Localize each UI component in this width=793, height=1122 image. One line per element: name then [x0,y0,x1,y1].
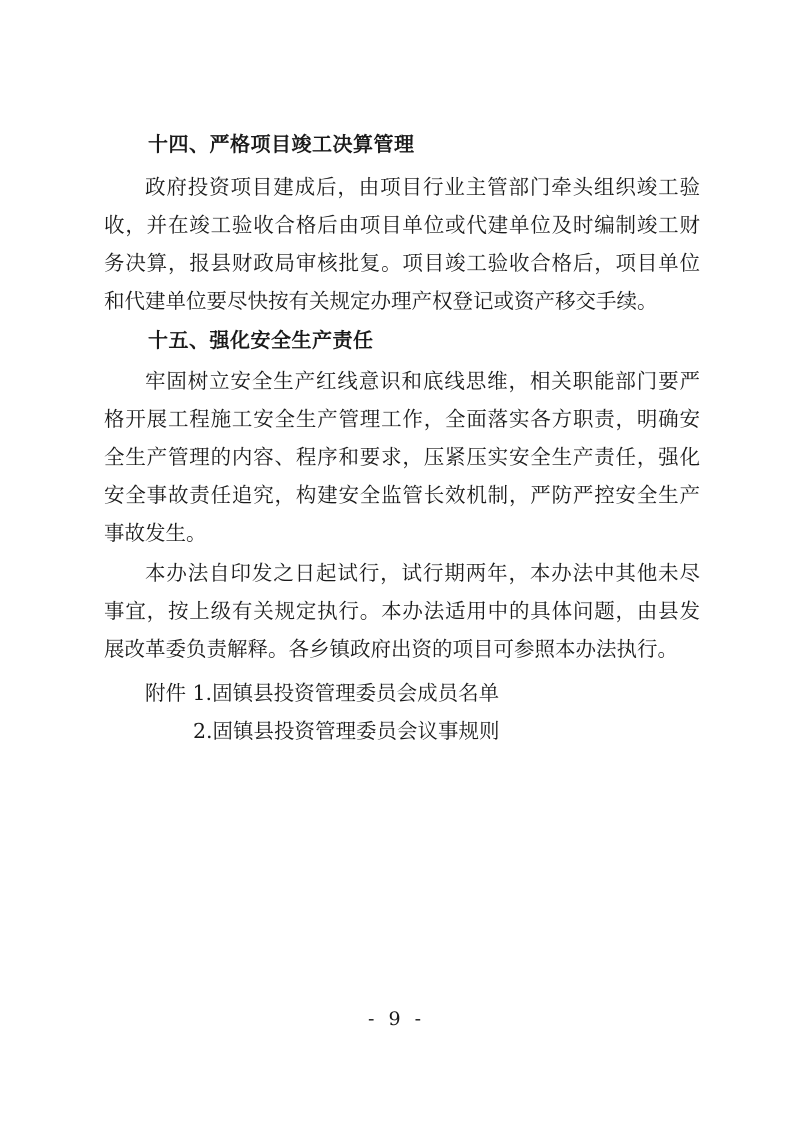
closing-line-1: 本办法自印发之日起试行，试行期两年，本办法中其他未尽 [145,561,700,585]
section-15-heading: 十五、强化安全生产责任 [148,328,374,352]
section-15-line-1: 牢固树立安全生产红线意识和底线思维，相关职能部门要严 [145,369,700,393]
attachment-item-1: 附件 1.固镇县投资管理委员会成员名单 [145,681,500,705]
page-number: - 9 - [367,1008,425,1030]
section-14-line-3: 务决算，报县财政局审核批复。项目竣工验收合格后，项目单位 [104,251,700,275]
section-14-heading: 十四、严格项目竣工决算管理 [148,132,415,156]
section-14-line-2: 收，并在竣工验收合格后由项目单位或代建单位及时编制竣工财 [104,213,700,237]
closing-line-3: 展改革委负责解释。各乡镇政府出资的项目可参照本办法执行。 [104,637,678,661]
section-15-line-3: 全生产管理的内容、程序和要求，压紧压实安全生产责任，强化 [104,445,700,469]
section-14-line-4: 和代建单位要尽快按有关规定办理产权登记或资产移交手续。 [104,289,658,313]
closing-line-2: 事宜，按上级有关规定执行。本办法适用中的具体问题，由县发 [104,599,700,623]
section-15-line-4: 安全事故责任追究，构建安全监管长效机制，严防严控安全生产 [104,483,700,507]
section-14-line-1: 政府投资项目建成后，由项目行业主管部门牵头组织竣工验 [145,175,700,199]
section-15-line-2: 格开展工程施工安全生产管理工作，全面落实各方职责，明确安 [104,407,700,431]
section-15-line-5: 事故发生。 [104,521,207,545]
attachment-item-2: 2.固镇县投资管理委员会议事规则 [193,719,500,743]
